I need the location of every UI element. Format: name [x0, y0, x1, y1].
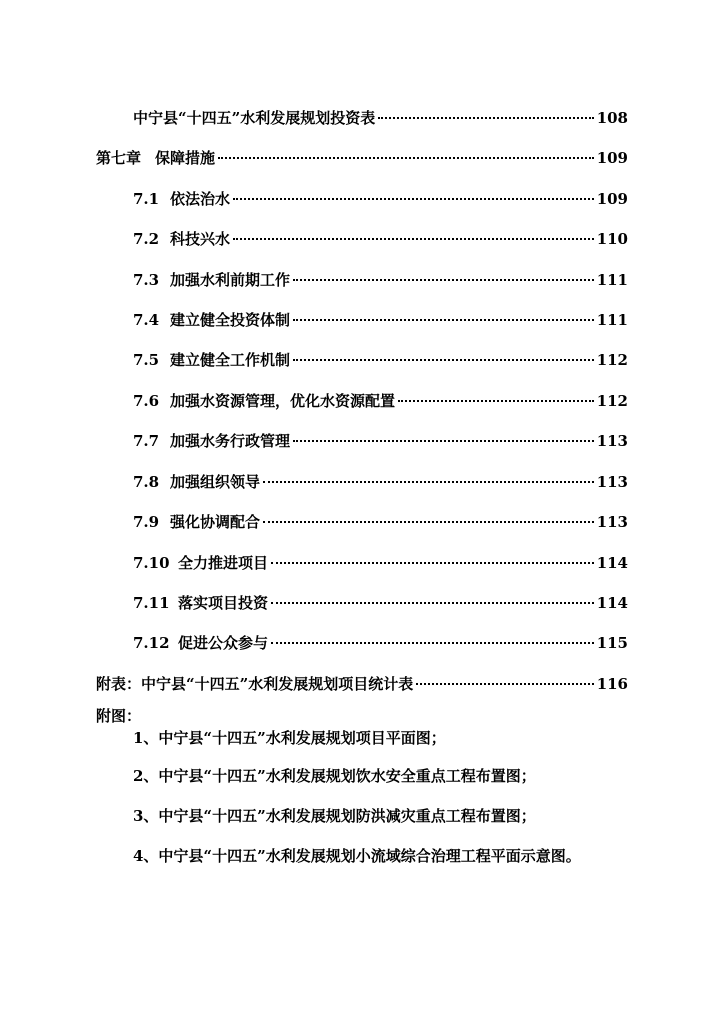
- toc-chapter-number: 第七章: [96, 149, 142, 167]
- toc-page-number: 109: [596, 149, 628, 167]
- toc-entry-investment-table[interactable]: [133, 108, 628, 128]
- toc-page-number: 111: [596, 271, 628, 289]
- toc-entry-7-6[interactable]: [133, 391, 628, 411]
- toc-title: 落实项目投资: [178, 594, 269, 612]
- toc-section-number: 7.1: [133, 190, 160, 208]
- toc-page-number: 113: [596, 473, 628, 491]
- toc-entry-7-10[interactable]: [133, 553, 628, 573]
- toc-title: 加强水利前期工作: [170, 271, 291, 289]
- toc-section-number: 7.9: [133, 513, 160, 531]
- toc-section-number: 7.5: [133, 351, 160, 369]
- appendix-item: 4、中宁县“十四五”水利发展规划小流域综合治理工程平面示意图。: [133, 847, 581, 865]
- toc-section-number: 7.3: [133, 271, 160, 289]
- toc-page-number: 112: [596, 351, 628, 369]
- toc-entry-chapter-7[interactable]: [96, 148, 628, 168]
- toc-title: 建立健全投资体制: [170, 311, 291, 329]
- dot-leader: [378, 117, 593, 119]
- dot-leader: [293, 319, 594, 321]
- toc-section-number: 7.10: [133, 554, 170, 572]
- toc-section-number: 7.2: [133, 230, 160, 248]
- dot-leader: [271, 562, 594, 564]
- toc-section-number: 7.4: [133, 311, 160, 329]
- appendix-item: 2、中宁县“十四五”水利发展规划饮水安全重点工程布置图；: [133, 767, 536, 785]
- toc-entry-7-1[interactable]: [133, 189, 628, 209]
- toc-page-number: 112: [596, 392, 628, 410]
- toc-entry-7-4[interactable]: [133, 310, 628, 330]
- dot-leader: [218, 157, 594, 159]
- toc-page-number: 109: [596, 190, 628, 208]
- toc-section-number: 7.7: [133, 432, 160, 450]
- toc-entry-7-12[interactable]: [133, 633, 628, 653]
- dot-leader: [271, 602, 594, 604]
- toc-title: 中宁县“十四五”水利发展规划投资表: [133, 109, 376, 127]
- toc-entry-7-9[interactable]: [133, 512, 628, 532]
- dot-leader: [233, 238, 594, 240]
- appendix-item: 3、中宁县“十四五”水利发展规划防洪减灾重点工程布置图；: [133, 807, 536, 825]
- dot-leader: [233, 198, 594, 200]
- toc-section-number: 7.8: [133, 473, 160, 491]
- toc-page-number: 114: [596, 594, 628, 612]
- toc-entry-7-3[interactable]: [133, 270, 628, 290]
- toc-title: 附表：中宁县“十四五”水利发展规划项目统计表: [96, 675, 414, 693]
- toc-entry-7-8[interactable]: [133, 472, 628, 492]
- toc-title: 全力推进项目: [178, 554, 269, 572]
- toc-page-number: 114: [596, 554, 628, 572]
- toc-page-number: 113: [596, 432, 628, 450]
- dot-leader: [293, 359, 594, 361]
- toc-page-number: 110: [596, 230, 628, 248]
- dot-leader: [293, 440, 594, 442]
- toc-title: 科技兴水: [170, 230, 231, 248]
- toc-page-number: 111: [596, 311, 628, 329]
- dot-leader: [416, 683, 593, 685]
- dot-leader: [271, 642, 594, 644]
- appendix-heading: 附图：: [96, 707, 142, 725]
- toc-entry-statistics-table[interactable]: [96, 674, 628, 694]
- toc-title: 加强水资源管理，优化水资源配置: [170, 392, 396, 410]
- toc-title: 促进公众参与: [178, 634, 269, 652]
- toc-title: 强化协调配合: [170, 513, 261, 531]
- appendix-item: 1、中宁县“十四五”水利发展规划项目平面图；: [133, 729, 446, 747]
- toc-page-number: 115: [596, 634, 628, 652]
- dot-leader: [293, 279, 594, 281]
- toc-section-number: 7.6: [133, 392, 160, 410]
- toc-entry-7-5[interactable]: [133, 350, 628, 370]
- toc-title: 加强水务行政管理: [170, 432, 291, 450]
- toc-title: 依法治水: [170, 190, 231, 208]
- toc-section-number: 7.12: [133, 634, 170, 652]
- toc-page-number: 113: [596, 513, 628, 531]
- toc-entry-7-7[interactable]: [133, 431, 628, 451]
- dot-leader: [263, 481, 594, 483]
- toc-title: 加强组织领导: [170, 473, 261, 491]
- toc-page-number: 116: [596, 675, 628, 693]
- toc-title: 建立健全工作机制: [170, 351, 291, 369]
- dot-leader: [398, 400, 594, 402]
- toc-entry-7-2[interactable]: [133, 229, 628, 249]
- toc-page-number: 108: [596, 109, 628, 127]
- dot-leader: [263, 521, 594, 523]
- toc-title: 保障措施: [155, 149, 216, 167]
- toc-section-number: 7.11: [133, 594, 170, 612]
- toc-entry-7-11[interactable]: [133, 593, 628, 613]
